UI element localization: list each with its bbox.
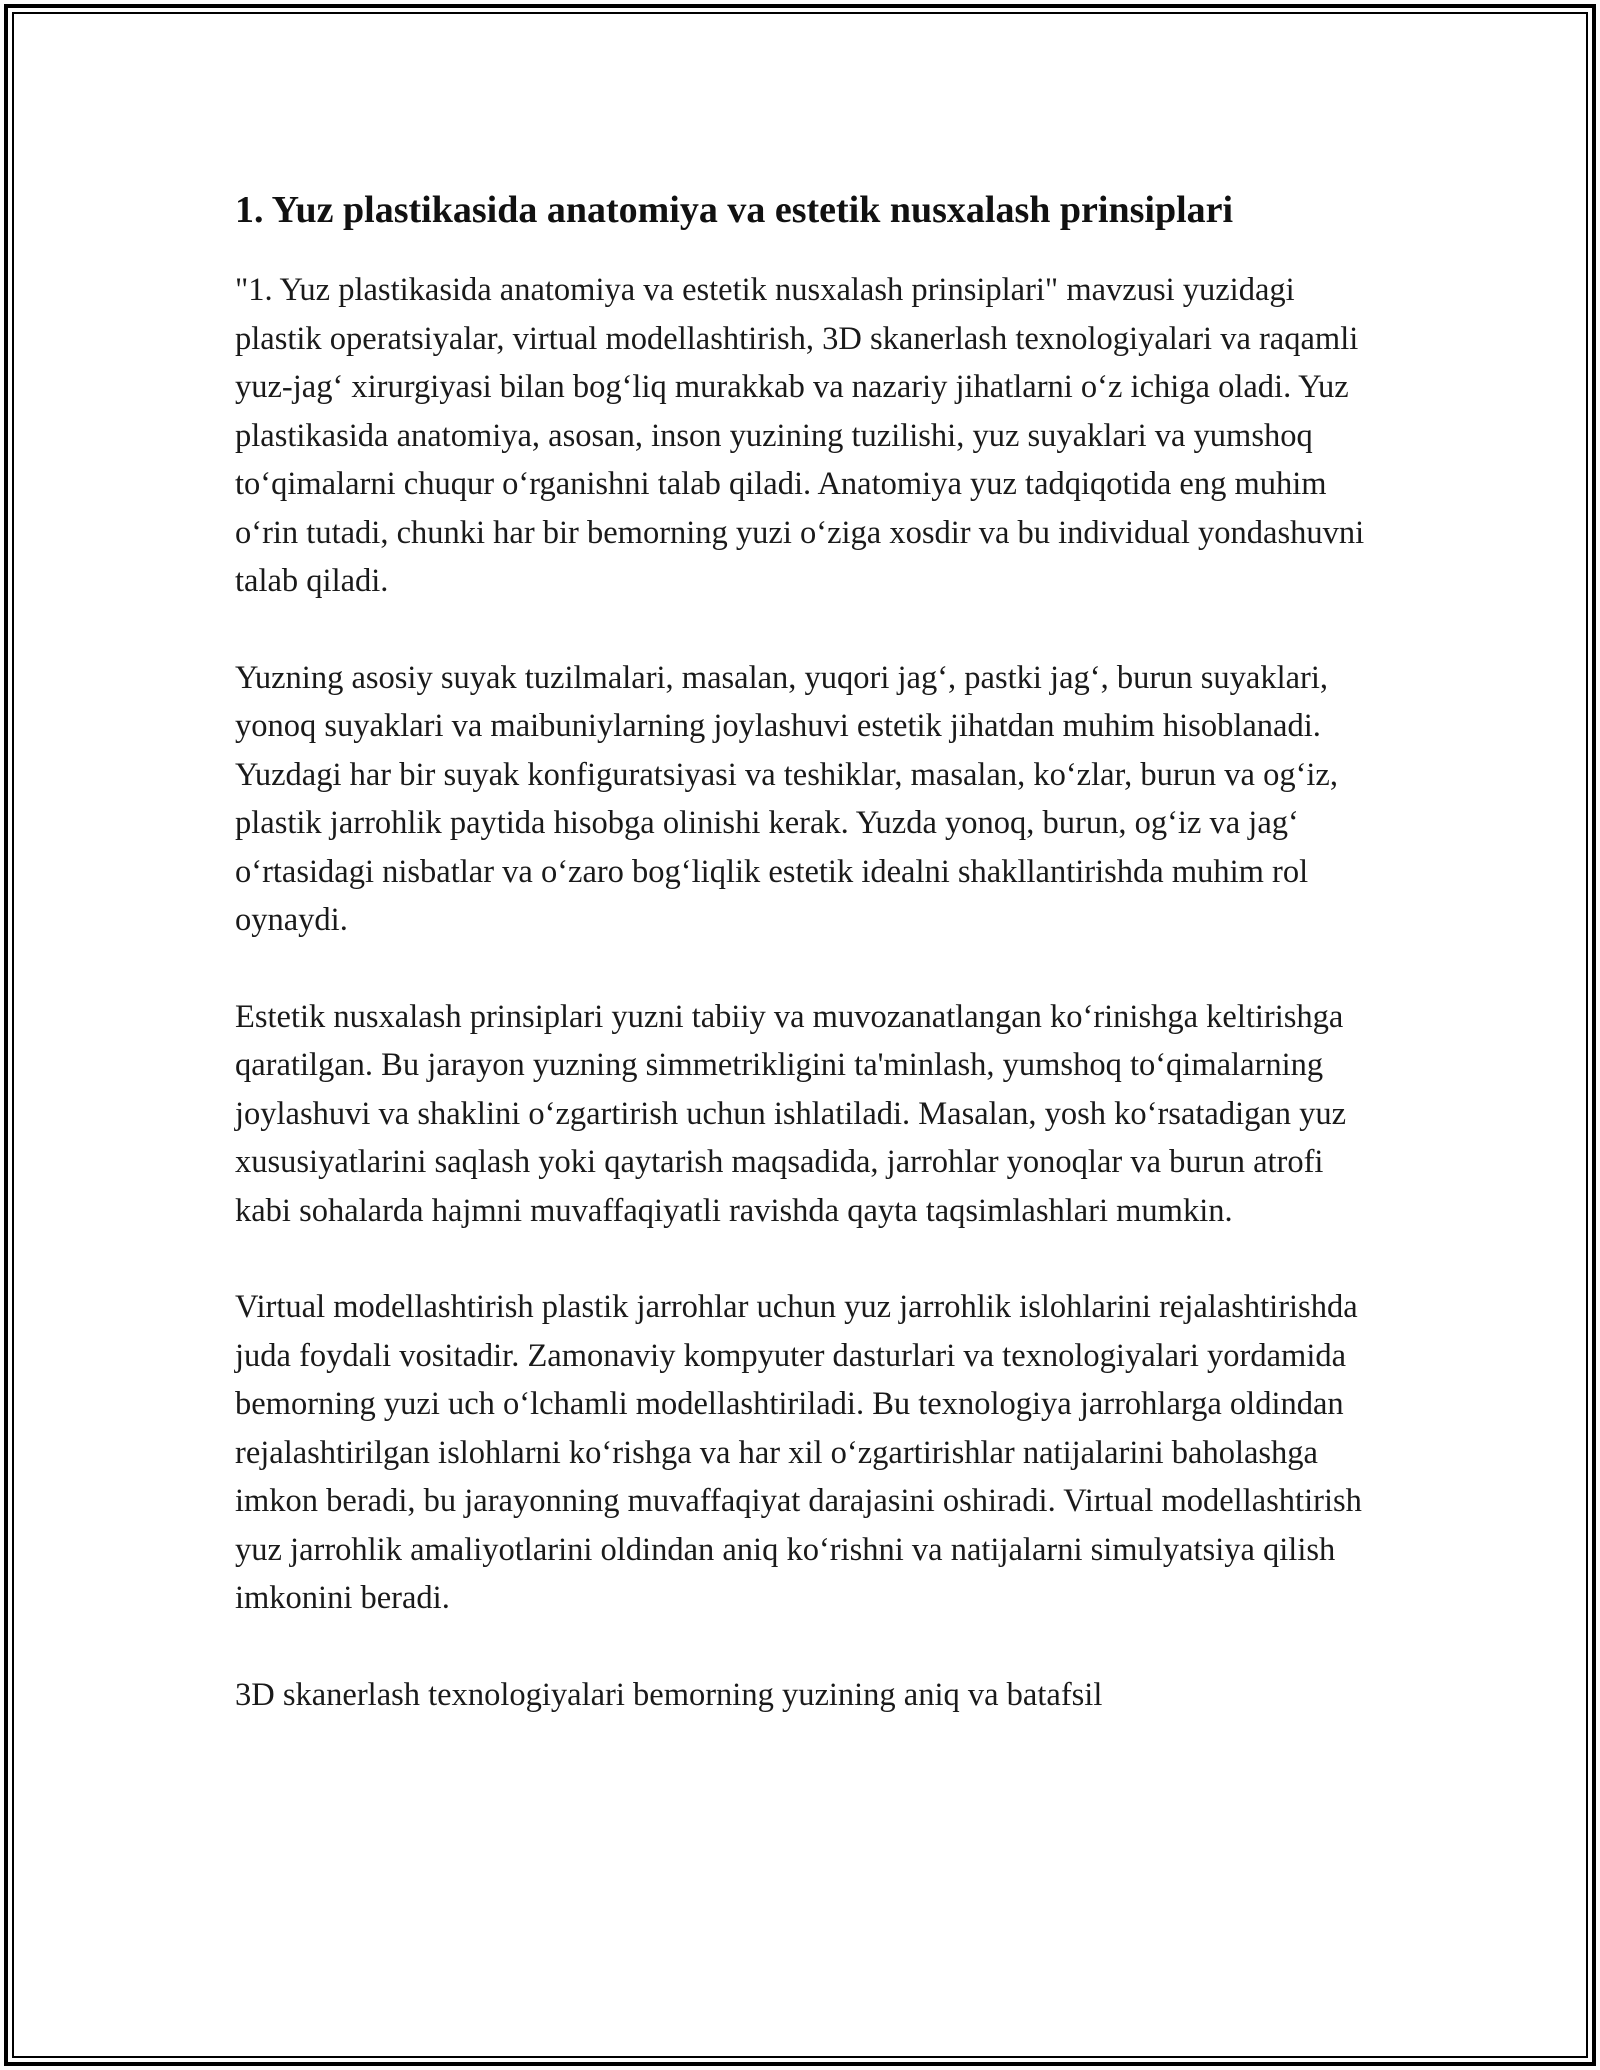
paragraph-bone-structures: Yuzning asosiy suyak tuzilmalari, masalan, yuqori jag‘, pastki jag‘, burun suyaklari, yonoq suyaklari va maibuniylarning joylashuvi estetik jihatdan muhim hisoblanadi. Yuzdagi har bir suyak konfiguratsiyasi va teshiklar, masalan, ko‘zlar, burun va og‘iz, plastik jarrohlik paytida hisobga olinishi kerak. Yuzda yonoq, burun, og‘iz va jag‘ o‘rtasidagi nisbatlar va o‘zaro bog‘liqlik estetik idealni shakllantirishda muhim rol oynaydi. [235, 659, 1338, 938]
paragraph-virtual-modelling: Virtual modellashtirish plastik jarrohlar uchun yuz jarrohlik islohlarini rejalashtirishda juda foydali vositadir. Zamonaviy kompyuter dasturlari va texnologiyalari yordamida bemorning yuzi uch o‘lchamli modellashtiriladi. Bu texnologiya jarrohlarga oldindan rejalashtirilgan islohlarni ko‘rishga va har xil o‘zgartirishlar natijalarini baholashga imkon beradi, bu jarayonning muvaffaqiyat darajasini oshiradi. Virtual modellashtirish yuz jarrohlik amaliyotlarini oldindan aniq ko‘rishni va natijalarni simulyatsiya qilish imkonini beradi. [235, 1289, 1362, 1616]
document-body [235, 186, 1370, 1719]
document-title: 1. Yuz plastikasida anatomiya va estetik nusxalash prinsiplari [235, 189, 1234, 231]
paragraph-intro: "1. Yuz plastikasida anatomiya va estetik nusxalash prinsiplari" mavzusi yuzidagi plastik operatsiyalar, virtual modellashtirish, 3D skanerlash texnologiyalari va raqamli yuz-jag‘ xirurgiyasi bilan bog‘liq murakkab va nazariy jihatlarni o‘z ichiga oladi. Yuz plastikasida anatomiya, asosan, inson yuzining tuzilishi, yuz suyaklari va yumshoq to‘qimalarni chuqur o‘rganishni talab qiladi. Anatomiya yuz tadqiqotida eng muhim o‘rin tutadi, chunki har bir bemorning yuzi o‘ziga xosdir va bu individual yondashuvni talab qiladi. [235, 272, 1365, 599]
paragraph-3d-scanning: 3D skanerlash texnologiyalari bemorning yuzining aniq va batafsil [235, 1676, 1103, 1713]
paragraph-aesthetic-principles: Estetik nusxalash prinsiplari yuzni tabiiy va muvozanatlangan ko‘rinishga keltirishga qaratilgan. Bu jarayon yuzning simmetrikligini ta'minlash, yumshoq to‘qimalarning joylashuvi va shaklini o‘zgartirish uchun ishlatiladi. Masalan, yosh ko‘rsatadigan yuz xususiyatlarini saqlash yoki qaytarish maqsadida, jarrohlar yonoqlar va burun atrofi kabi sohalarda hajmni muvaffaqiyatli ravishda qayta taqsimlashlari mumkin. [235, 998, 1347, 1229]
